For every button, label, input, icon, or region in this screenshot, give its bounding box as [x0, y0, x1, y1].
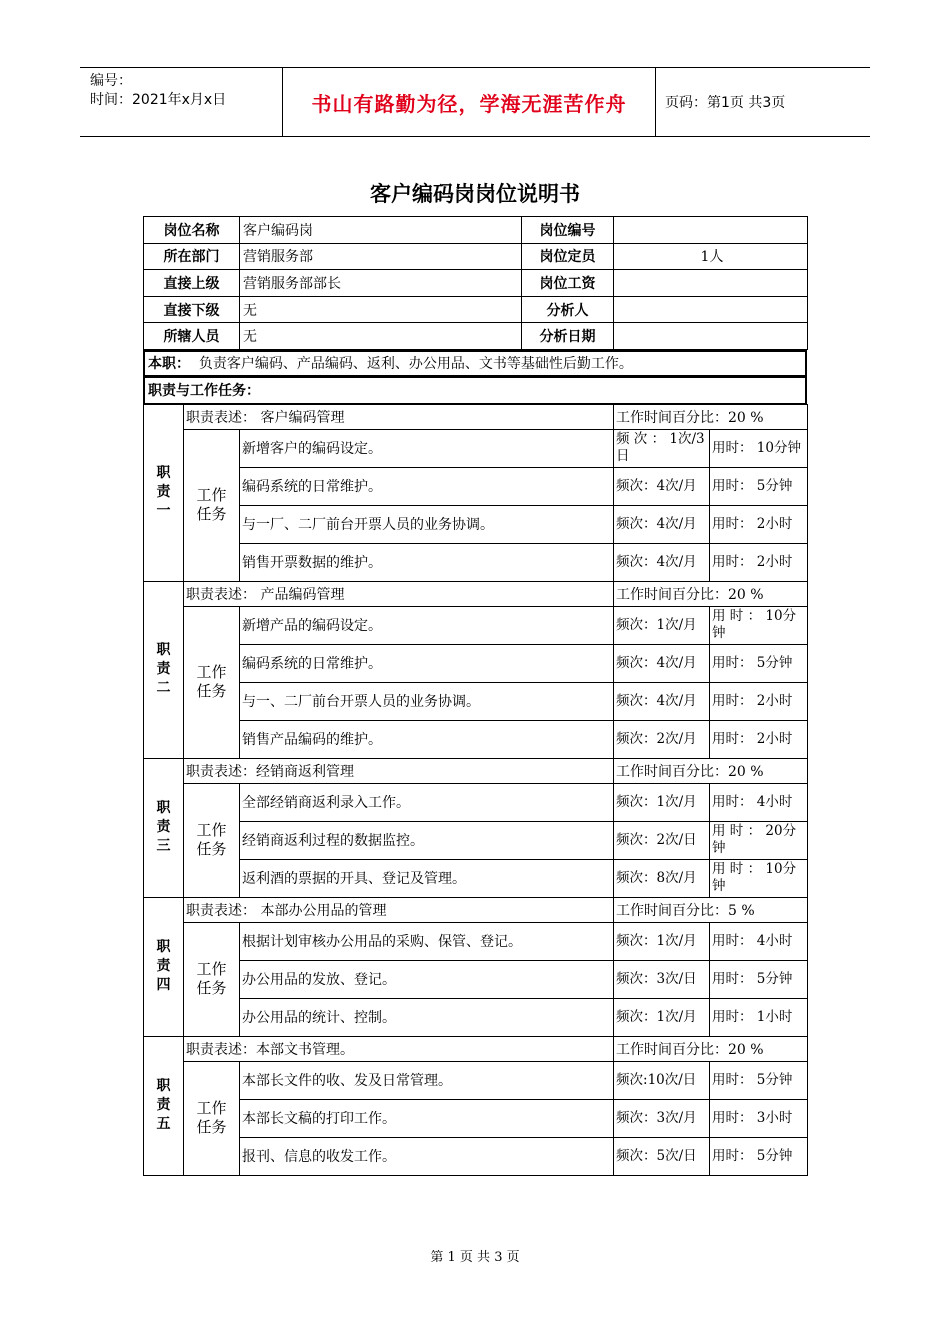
work-task-label: [184, 1061, 240, 1175]
duty-name-char: 职: [156, 642, 171, 659]
task-frequency: 频次：1次/月: [614, 998, 710, 1036]
info-row: [144, 217, 808, 244]
work-task-label-line: 工作: [196, 960, 227, 979]
duty-name: [144, 758, 184, 897]
duty-description: 职责表述： 客户编码管理: [184, 404, 614, 429]
page-header: [80, 67, 870, 137]
benzhi-row: [143, 350, 807, 376]
task-duration: 用时： 4小时: [710, 783, 808, 821]
job-description-table: [143, 216, 807, 1214]
work-task-label: [184, 606, 240, 758]
task-duration: 用时： 2小时: [710, 682, 808, 720]
duty-time-percentage: 工作时间百分比：5 %: [614, 897, 808, 922]
task-row: [144, 505, 808, 543]
task-text: 报刊、信息的收发工作。: [240, 1137, 614, 1175]
info-row: [144, 323, 808, 350]
info-label: 分析人: [522, 296, 614, 323]
duty-time-percentage: 工作时间百分比：20 %: [614, 758, 808, 783]
duty-description: 职责表述： 产品编码管理: [184, 581, 614, 606]
duty-name-char: 责: [156, 819, 171, 836]
task-duration: 用时： 4小时: [710, 922, 808, 960]
duty-name: [144, 581, 184, 758]
task-row: [144, 783, 808, 821]
task-duration: 用时： 2小时: [710, 720, 808, 758]
number-label: 编号：: [90, 73, 132, 89]
task-duration: 用时： 2小时: [710, 543, 808, 581]
task-row: [144, 922, 808, 960]
task-frequency: 频次：4次/月: [614, 543, 710, 581]
duties-title: 职责与工作任务：: [148, 383, 260, 400]
task-frequency: 频 次 ： 1次/3日: [614, 429, 710, 467]
work-task-label-line: 任务: [196, 505, 227, 524]
task-text: 本部长文件的收、发及日常管理。: [240, 1061, 614, 1099]
task-row: [144, 644, 808, 682]
info-label: 所辖人员: [144, 323, 240, 350]
task-duration: 用时： 5分钟: [710, 467, 808, 505]
duty-name-char: 职: [156, 465, 171, 482]
header-motto: [283, 68, 656, 136]
work-task-label-line: 任务: [196, 682, 227, 701]
info-row: [144, 243, 808, 270]
info-value: 无: [240, 323, 522, 350]
duty-name-char: 五: [156, 1116, 171, 1133]
duty-name-char: 责: [156, 958, 171, 975]
work-task-label-line: 工作: [196, 486, 227, 505]
info-label: 直接下级: [144, 296, 240, 323]
task-row: [144, 543, 808, 581]
time-label: 时间：2021年x月x日: [90, 92, 227, 108]
benzhi-label: 本职：: [148, 356, 190, 373]
task-frequency: 频次：2次/月: [614, 720, 710, 758]
document-title: 客户编码岗岗位说明书: [370, 182, 580, 206]
info-value: [614, 323, 808, 350]
task-duration: 用 时 ： 10分钟: [710, 859, 808, 897]
duty-name-char: 一: [156, 503, 171, 520]
task-row: [144, 859, 808, 897]
duty-name: [144, 897, 184, 1036]
page-footer: 第 1 页 共 3 页: [430, 1250, 520, 1265]
task-text: 与一厂、二厂前台开票人员的业务协调。: [240, 505, 614, 543]
task-row: [144, 720, 808, 758]
duty-name-char: 职: [156, 1078, 171, 1095]
header-meta: [80, 68, 283, 136]
duty-header-row: [144, 1036, 808, 1061]
duty-time-percentage: 工作时间百分比：20 %: [614, 1036, 808, 1061]
task-row: [144, 606, 808, 644]
work-task-label-line: 任务: [196, 840, 227, 859]
task-row: [144, 682, 808, 720]
task-frequency: 频次：4次/月: [614, 505, 710, 543]
task-text: 本部长文稿的打印工作。: [240, 1099, 614, 1137]
duty-name-char: 职: [156, 800, 171, 817]
info-label: 所在部门: [144, 243, 240, 270]
task-text: 经销商返利过程的数据监控。: [240, 821, 614, 859]
task-frequency: 频次：4次/月: [614, 644, 710, 682]
task-text: 编码系统的日常维护。: [240, 644, 614, 682]
task-row: [144, 998, 808, 1036]
task-row: [144, 821, 808, 859]
info-value: 无: [240, 296, 522, 323]
task-text: 销售开票数据的维护。: [240, 543, 614, 581]
info-row: [144, 270, 808, 297]
task-duration: 用时： 5分钟: [710, 960, 808, 998]
task-frequency: 频次：1次/月: [614, 783, 710, 821]
info-value: [614, 217, 808, 244]
duty-name-char: 责: [156, 661, 171, 678]
duty-header-row: [144, 581, 808, 606]
task-frequency: 频次：3次/月: [614, 1099, 710, 1137]
task-frequency: 频次：4次/月: [614, 467, 710, 505]
task-frequency: 频次：1次/月: [614, 606, 710, 644]
task-duration: 用时： 5分钟: [710, 1137, 808, 1175]
work-task-label: [184, 783, 240, 897]
header-page-info: 页码：第1页 共3页: [665, 95, 786, 111]
info-label: 岗位名称: [144, 217, 240, 244]
task-row: [144, 467, 808, 505]
work-task-label-line: 工作: [196, 821, 227, 840]
task-duration: 用时： 5分钟: [710, 644, 808, 682]
duty-time-percentage: 工作时间百分比：20 %: [614, 404, 808, 429]
task-duration: 用时： 1小时: [710, 998, 808, 1036]
info-table: [143, 216, 808, 350]
task-frequency: 频次：5次/日: [614, 1137, 710, 1175]
info-value: 营销服务部部长: [240, 270, 522, 297]
task-row: [144, 1137, 808, 1175]
task-row: [144, 429, 808, 467]
task-frequency: 频次：8次/月: [614, 859, 710, 897]
info-label: 岗位定员: [522, 243, 614, 270]
task-duration: 用时： 10分钟: [710, 429, 808, 467]
info-value: 1人: [614, 243, 808, 270]
duty-name-char: 三: [156, 838, 171, 855]
task-duration: 用 时 ： 10分钟: [710, 606, 808, 644]
task-text: 办公用品的发放、登记。: [240, 960, 614, 998]
task-frequency: 频次：1次/月: [614, 922, 710, 960]
work-task-label: [184, 922, 240, 1036]
work-task-label-line: 工作: [196, 1099, 227, 1118]
duty-header-row: [144, 404, 808, 429]
duty-name-char: 责: [156, 484, 171, 501]
benzhi-text: 负责客户编码、产品编码、返利、办公用品、文书等基础性后勤工作。: [198, 356, 633, 373]
task-duration: 用 时 ： 20分钟: [710, 821, 808, 859]
duty-name-char: 四: [156, 977, 171, 994]
task-frequency: 频次：4次/月: [614, 682, 710, 720]
duty-description: 职责表述： 本部办公用品的管理: [184, 897, 614, 922]
task-frequency: 频次：3次/日: [614, 960, 710, 998]
work-task-label: [184, 429, 240, 581]
task-row: [144, 1099, 808, 1137]
duties-title-row: [143, 376, 807, 404]
info-value: [614, 296, 808, 323]
info-label: 直接上级: [144, 270, 240, 297]
task-text: 全部经销商返利录入工作。: [240, 783, 614, 821]
info-label: 岗位编号: [522, 217, 614, 244]
work-task-label-line: 任务: [196, 1118, 227, 1137]
task-text: 编码系统的日常维护。: [240, 467, 614, 505]
duty-name-char: 责: [156, 1097, 171, 1114]
info-value: [614, 270, 808, 297]
task-frequency: 频次:10次/日: [614, 1061, 710, 1099]
duty-name: [144, 404, 184, 581]
duty-name-char: 二: [156, 680, 171, 697]
motto-text: 书山有路勤为径，学海无涯苦作舟: [311, 91, 627, 116]
duty-time-percentage: 工作时间百分比：20 %: [614, 581, 808, 606]
task-text: 根据计划审核办公用品的采购、保管、登记。: [240, 922, 614, 960]
info-label: 岗位工资: [522, 270, 614, 297]
duty-description: 职责表述：经销商返利管理: [184, 758, 614, 783]
work-task-label-line: 任务: [196, 979, 227, 998]
task-text: 与一、二厂前台开票人员的业务协调。: [240, 682, 614, 720]
info-row: [144, 296, 808, 323]
duty-name-char: 职: [156, 939, 171, 956]
duties-table: [143, 404, 808, 1176]
duty-header-row: [144, 758, 808, 783]
duty-header-row: [144, 897, 808, 922]
info-label: 分析日期: [522, 323, 614, 350]
task-duration: 用时： 5分钟: [710, 1061, 808, 1099]
info-value: 营销服务部: [240, 243, 522, 270]
task-text: 新增产品的编码设定。: [240, 606, 614, 644]
task-duration: 用时： 2小时: [710, 505, 808, 543]
duty-description: 职责表述：本部文书管理。: [184, 1036, 614, 1061]
task-frequency: 频次：2次/日: [614, 821, 710, 859]
info-value: 客户编码岗: [240, 217, 522, 244]
task-row: [144, 1061, 808, 1099]
task-text: 新增客户的编码设定。: [240, 429, 614, 467]
task-duration: 用时： 3小时: [710, 1099, 808, 1137]
task-text: 销售产品编码的维护。: [240, 720, 614, 758]
task-row: [144, 960, 808, 998]
work-task-label-line: 工作: [196, 663, 227, 682]
task-text: 办公用品的统计、控制。: [240, 998, 614, 1036]
task-text: 返利酒的票据的开具、登记及管理。: [240, 859, 614, 897]
duty-name: [144, 1036, 184, 1175]
